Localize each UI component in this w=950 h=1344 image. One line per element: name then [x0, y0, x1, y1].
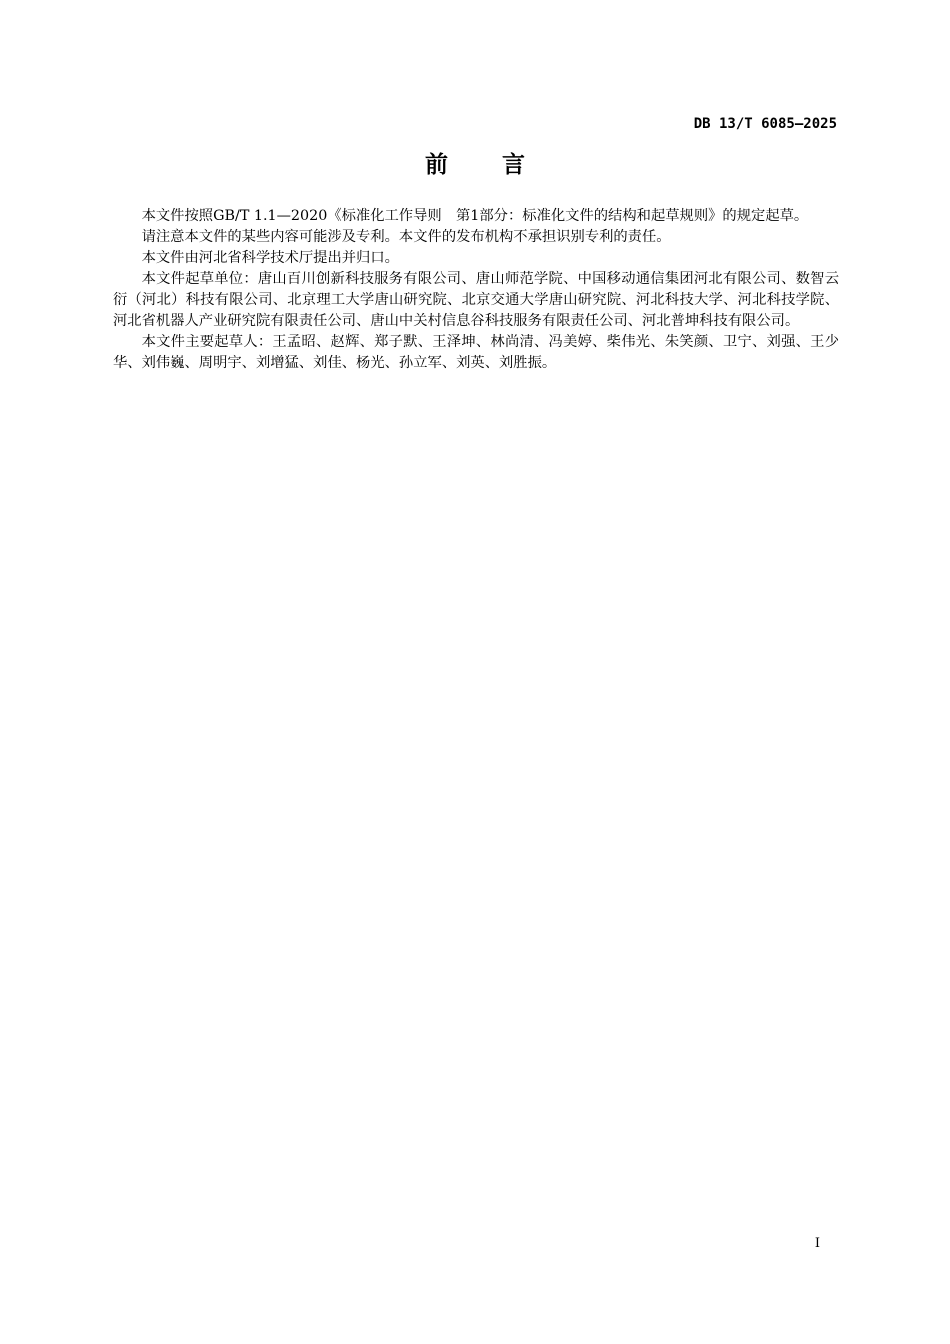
title-char-2: 言	[502, 152, 525, 178]
title-char-1: 前	[425, 152, 448, 178]
document-code: DB 13/T 6085—2025	[693, 116, 837, 132]
paragraph-drafting-units: 本文件起草单位：唐山百川创新科技服务有限公司、唐山师范学院、中国移动通信集团河北有限公司、数智云衍（河北）科技有限公司、北京理工大学唐山研究院、北京交通大学唐山研究院、河北科技大学、河北科技学院、河北省机器人产业研究院有限责任公司、唐山中关村信息谷科技服务有限责任公司、河北普坤科技有限公司。	[113, 271, 839, 329]
paragraph-drafters: 本文件主要起草人：王孟昭、赵辉、郑子默、王泽坤、林尚清、冯美婷、柴伟光、朱笑颜、卫宁、刘强、王少华、刘伟巍、周明宇、刘增猛、刘佳、杨光、孙立军、刘英、刘胜振。	[113, 334, 839, 371]
paragraph-patent-notice: 请注意本文件的某些内容可能涉及专利。本文件的发布机构不承担识别专利的责任。	[141, 229, 671, 245]
page-title	[0, 146, 950, 179]
paragraph-proposer: 本文件由河北省科学技术厅提出并归口。	[141, 250, 399, 266]
foreword-body	[113, 206, 839, 374]
page-number: I	[814, 1236, 820, 1251]
paragraph-drafting-rules: 本文件按照GB/T 1.1—2020《标准化工作导则 第1部分：标准化文件的结构和起草规则》的规定起草。	[141, 208, 809, 224]
